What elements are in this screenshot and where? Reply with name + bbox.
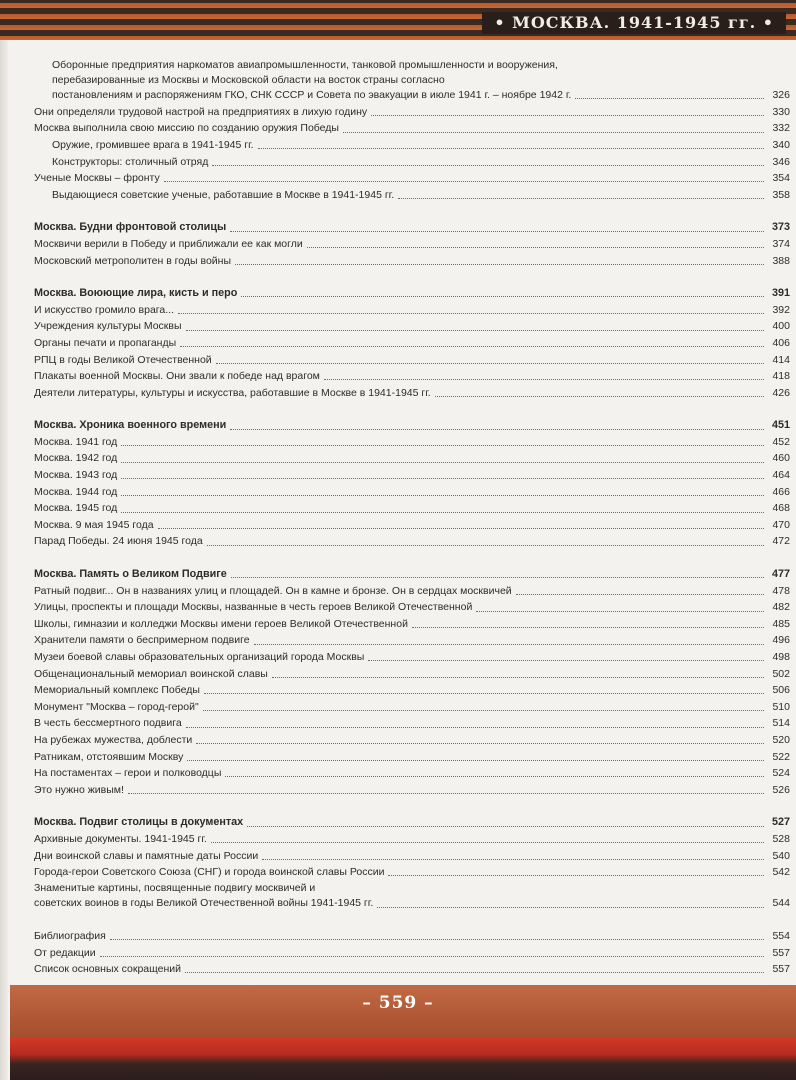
- toc-entry[interactable]: [34, 881, 790, 896]
- dot-leader: [121, 494, 764, 496]
- toc-page-number: 498: [772, 651, 790, 663]
- toc-entry-title: Города-герои Советского Союза (СНГ) и города воинской славы России: [34, 866, 385, 879]
- toc-entry-title: Москва. Будни фронтовой столицы: [34, 221, 227, 234]
- dot-leader: [230, 230, 764, 232]
- dot-leader: [212, 164, 764, 166]
- toc-entry[interactable]: [34, 318, 790, 335]
- toc-page-number: 414: [772, 353, 790, 366]
- toc-entry[interactable]: [34, 120, 790, 137]
- dot-leader: [230, 428, 764, 430]
- dot-leader: [187, 759, 764, 761]
- toc-entry-title: Москва. Подвиг столицы в документах: [34, 816, 244, 829]
- toc-entry-title: Это нужно живым!: [34, 783, 124, 796]
- toc-page-number: 514: [772, 717, 790, 730]
- toc-section-heading[interactable]: [34, 219, 790, 236]
- toc-entry[interactable]: [34, 87, 790, 104]
- toc-entry[interactable]: [34, 500, 790, 517]
- toc-entry[interactable]: [34, 170, 790, 187]
- dot-leader: [128, 792, 764, 794]
- toc-entry[interactable]: [34, 928, 790, 945]
- toc-entry[interactable]: [34, 368, 790, 385]
- toc-entry[interactable]: [34, 649, 790, 666]
- toc-entry[interactable]: [34, 749, 790, 766]
- toc-entry-title: Москва. 1941 год: [34, 435, 118, 448]
- toc-page-number: 400: [772, 320, 790, 333]
- toc-page-number: 340: [772, 138, 790, 151]
- dot-leader: [121, 444, 764, 446]
- toc-entry-title: Хранители памяти о беспримерном подвиге: [34, 634, 250, 647]
- toc-entry-title: Москва. 1943 год: [34, 469, 118, 482]
- toc-entry[interactable]: [34, 699, 790, 716]
- dot-leader: [388, 874, 764, 876]
- toc-page-number: 330: [772, 105, 790, 118]
- toc-entry-title: Знаменитые картины, посвященные подвигу москвичей и: [34, 881, 316, 894]
- toc-entry[interactable]: [34, 782, 790, 799]
- toc-page-number: 388: [772, 254, 790, 267]
- section-gap: [34, 203, 790, 219]
- toc-entry[interactable]: [34, 632, 790, 649]
- toc-entry[interactable]: [34, 583, 790, 600]
- dot-leader: [158, 527, 764, 529]
- dot-leader: [121, 461, 764, 463]
- toc-page-number: 406: [772, 336, 790, 349]
- toc-entry-title: Архивные документы. 1941-1945 гг.: [34, 832, 207, 845]
- toc-entry-title: Музеи боевой славы образовательных организаций города Москвы: [34, 651, 365, 663]
- toc-page-number: 542: [772, 866, 790, 879]
- toc-page-number: 557: [772, 963, 790, 976]
- toc-page-number: 452: [772, 435, 790, 448]
- toc-entry[interactable]: [34, 385, 790, 402]
- toc-entry-title: Оборонные предприятия наркоматов авиапромышленности, танковой промышленности и вооружения,: [52, 59, 558, 71]
- toc-page-number: 392: [772, 303, 790, 316]
- dot-leader: [371, 114, 764, 116]
- toc-page-number: 540: [772, 849, 790, 862]
- section-gap: [34, 798, 790, 814]
- toc-page-number: 466: [772, 485, 790, 498]
- toc-entry-title: Улицы, проспекты и площади Москвы, названные в честь героев Великой Отечественной: [34, 601, 473, 614]
- toc-entry-title: Мемориальный комплекс Победы: [34, 684, 200, 697]
- toc-entry-title: От редакции: [34, 946, 96, 959]
- toc-section-heading[interactable]: [34, 814, 790, 831]
- toc-entry[interactable]: [34, 533, 790, 550]
- toc-entry[interactable]: [34, 352, 790, 369]
- dot-leader: [185, 971, 764, 973]
- toc-page-number: 477: [771, 568, 790, 581]
- footer-stripe: [10, 1037, 796, 1080]
- toc-entry[interactable]: [34, 599, 790, 616]
- dot-leader: [307, 246, 764, 248]
- toc-page-number: 464: [772, 469, 790, 482]
- toc-entry-title: Москва. 9 мая 1945 года: [34, 518, 154, 531]
- dot-leader: [178, 312, 764, 314]
- toc-page-number: 506: [772, 684, 790, 697]
- toc-entry-title: Парад Победы. 24 июня 1945 года: [34, 535, 203, 548]
- toc-entry[interactable]: [34, 715, 790, 732]
- toc-page-number: 528: [772, 832, 790, 845]
- toc-section-heading[interactable]: [34, 417, 790, 434]
- toc-entry-title: В честь бессмертного подвига: [34, 717, 182, 730]
- toc-page-number: 346: [772, 155, 790, 168]
- toc-entry[interactable]: [34, 58, 790, 73]
- toc-entry-title: Москва. 1944 год: [34, 485, 118, 498]
- toc-section-heading[interactable]: [34, 566, 790, 583]
- dot-leader: [235, 263, 764, 265]
- toc-entry-title: Москва выполнила свою миссию по созданию оружия Победы: [34, 122, 339, 135]
- toc-entry-title: Библиография: [34, 929, 106, 942]
- dot-leader: [110, 938, 764, 940]
- dot-leader: [100, 955, 764, 957]
- toc-page-number: 451: [771, 419, 790, 432]
- toc-entry-title: На постаментах – герои и полководцы: [34, 767, 222, 780]
- toc-page-number: 391: [771, 287, 790, 300]
- toc-entry-title: Москва. 1945 год: [34, 502, 118, 515]
- section-gap: [34, 912, 790, 928]
- toc-entry-title: Монумент "Москва – город-герой": [34, 700, 199, 713]
- table-of-contents: [34, 58, 790, 978]
- page-edge: [0, 40, 8, 1080]
- toc-entry[interactable]: [34, 434, 790, 451]
- toc-page-number: 418: [772, 370, 790, 383]
- toc-page-number: 544: [772, 897, 790, 910]
- dot-leader: [216, 362, 764, 364]
- toc-entry-title: Список основных сокращений: [34, 963, 182, 976]
- dot-leader: [180, 345, 764, 347]
- dot-leader: [225, 775, 764, 777]
- toc-entry-title: Школы, гимназии и колледжи Москвы имени героев Великой Отечественной: [34, 617, 408, 630]
- dot-leader: [412, 626, 764, 628]
- toc-entry-title: Органы печати и пропаганды: [34, 336, 177, 349]
- toc-entry[interactable]: [34, 187, 790, 204]
- toc-entry[interactable]: [34, 945, 790, 962]
- toc-page-number: 326: [772, 89, 790, 102]
- toc-entry[interactable]: [34, 484, 790, 501]
- dot-leader: [186, 329, 764, 331]
- toc-entry[interactable]: [34, 137, 790, 154]
- dot-leader: [121, 477, 764, 479]
- toc-entry[interactable]: [34, 335, 790, 352]
- toc-entry-title: постановлениям и распоряжениям ГКО, СНК СССР и Совета по эвакуации в июле 1941 г. – ноябре 1942 г.: [52, 89, 572, 102]
- toc-entry-title: На рубежах мужества, доблести: [34, 733, 193, 746]
- toc-section-heading[interactable]: [34, 285, 790, 302]
- toc-entry[interactable]: [34, 831, 790, 848]
- toc-entry-title: Учреждения культуры Москвы: [34, 320, 182, 333]
- toc-page-number: 482: [772, 601, 790, 614]
- toc-entry[interactable]: [34, 616, 790, 633]
- toc-entry-title: Выдающиеся советские ученые, работавшие в Москве в 1941-1945 гг.: [52, 188, 395, 201]
- dot-leader: [575, 97, 764, 99]
- toc-entry[interactable]: [34, 682, 790, 699]
- section-gap: [34, 269, 790, 285]
- dot-leader: [324, 378, 764, 380]
- toc-entry[interactable]: [34, 73, 790, 88]
- toc-entry-title: Москва. Хроника военного времени: [34, 419, 227, 432]
- dot-leader: [272, 676, 764, 678]
- toc-page-number: 522: [772, 750, 790, 763]
- toc-page-number: 354: [772, 172, 790, 185]
- toc-entry-title: Плакаты военной Москвы. Они звали к победе над врагом: [34, 370, 320, 383]
- dot-leader: [377, 906, 764, 908]
- toc-page-number: 472: [772, 535, 790, 548]
- dot-leader: [211, 841, 764, 843]
- toc-entry-title: Московский метрополитен в годы войны: [34, 254, 231, 267]
- toc-page-number: 557: [772, 946, 790, 959]
- toc-entry[interactable]: [34, 517, 790, 534]
- dot-leader: [186, 726, 764, 728]
- toc-entry[interactable]: [34, 154, 790, 171]
- toc-entry-title: Москвичи верили в Победу и приближали ее как могли: [34, 237, 303, 250]
- toc-page-number: 502: [772, 667, 790, 680]
- toc-page-number: 485: [772, 617, 790, 630]
- toc-entry-title: Общенациональный мемориал воинской славы: [34, 667, 268, 680]
- dot-leader: [476, 610, 764, 612]
- toc-entry-title: советских воинов в годы Великой Отечественной войны 1941-1945 гг.: [34, 897, 374, 910]
- toc-entry-title: Оружие, громившее врага в 1941-1945 гг.: [52, 138, 254, 151]
- toc-entry[interactable]: [34, 253, 790, 270]
- section-gap: [34, 550, 790, 566]
- toc-page-number: 426: [772, 386, 790, 399]
- running-header-title: • МОСКВА. 1941-1945 гг. •: [482, 12, 786, 34]
- toc-page-number: 470: [772, 518, 790, 531]
- toc-entry[interactable]: [34, 450, 790, 467]
- toc-page-number: 527: [771, 816, 790, 829]
- toc-page-number: 554: [772, 929, 790, 942]
- toc-page-number: 478: [772, 584, 790, 597]
- dot-leader: [435, 395, 764, 397]
- dot-leader: [203, 709, 764, 711]
- toc-entry[interactable]: [34, 961, 790, 978]
- dot-leader: [204, 692, 764, 694]
- toc-entry[interactable]: [34, 895, 790, 912]
- toc-entry[interactable]: [34, 104, 790, 121]
- toc-page-number: 460: [772, 452, 790, 465]
- toc-entry-title: Ратникам, отстоявшим Москву: [34, 750, 184, 763]
- page-number: – 559 –: [362, 993, 434, 1013]
- toc-page-number: 374: [772, 237, 790, 250]
- toc-entry-title: Ученые Москвы – фронту: [34, 172, 160, 185]
- toc-entry-title: перебазированные из Москвы и Московской области на восток страны согласно: [52, 73, 445, 86]
- toc-entry[interactable]: [34, 765, 790, 782]
- dot-leader: [258, 147, 764, 149]
- toc-entry[interactable]: [34, 236, 790, 253]
- toc-page-number: 510: [772, 700, 790, 713]
- toc-entry-title: Дни воинской славы и памятные даты России: [34, 849, 259, 862]
- toc-page-number: 332: [772, 122, 790, 135]
- dot-leader: [121, 511, 764, 513]
- dot-leader: [262, 858, 764, 860]
- toc-entry-title: И искусство громило врага...: [34, 303, 174, 316]
- toc-entry[interactable]: [34, 732, 790, 749]
- dot-leader: [254, 643, 764, 645]
- dot-leader: [164, 180, 764, 182]
- toc-page-number: 526: [772, 783, 790, 796]
- toc-page-number: 358: [772, 188, 790, 201]
- toc-entry-title: Деятели литературы, культуры и искусства, работавшие в Москве в 1941-1945 гг.: [34, 386, 431, 399]
- toc-entry-title: Ратный подвиг... Он в названиях улиц и площадей. Он в камне и бронзе. Он в сердцах москвичей: [34, 584, 512, 597]
- toc-entry-title: Москва. Воюющие лира, кисть и перо: [34, 287, 238, 300]
- toc-page-number: 468: [772, 502, 790, 515]
- dot-leader: [516, 593, 764, 595]
- toc-entry-title: Они определяли трудовой настрой на предприятиях в лихую годину: [34, 105, 368, 118]
- toc-entry[interactable]: [34, 302, 790, 319]
- toc-page-number: 524: [772, 767, 790, 780]
- section-gap: [34, 401, 790, 417]
- toc-entry-title: Москва. 1942 год: [34, 452, 118, 465]
- dot-leader: [207, 544, 764, 546]
- dot-leader: [231, 576, 764, 578]
- dot-leader: [398, 197, 764, 199]
- dot-leader: [196, 742, 764, 744]
- toc-entry[interactable]: [34, 848, 790, 865]
- dot-leader: [241, 295, 764, 297]
- toc-page-number: 520: [772, 733, 790, 746]
- toc-entry[interactable]: [34, 666, 790, 683]
- toc-entry-title: РПЦ в годы Великой Отечественной: [34, 353, 212, 366]
- toc-page-number: 373: [771, 221, 790, 234]
- dot-leader: [368, 659, 764, 661]
- toc-entry[interactable]: [34, 467, 790, 484]
- toc-entry-title: Конструкторы: столичный отряд: [52, 155, 209, 168]
- toc-page-number: 496: [772, 634, 790, 647]
- toc-entry[interactable]: [34, 864, 790, 881]
- toc-entry-title: Москва. Память о Великом Подвиге: [34, 568, 227, 581]
- dot-leader: [343, 131, 764, 133]
- dot-leader: [247, 825, 764, 827]
